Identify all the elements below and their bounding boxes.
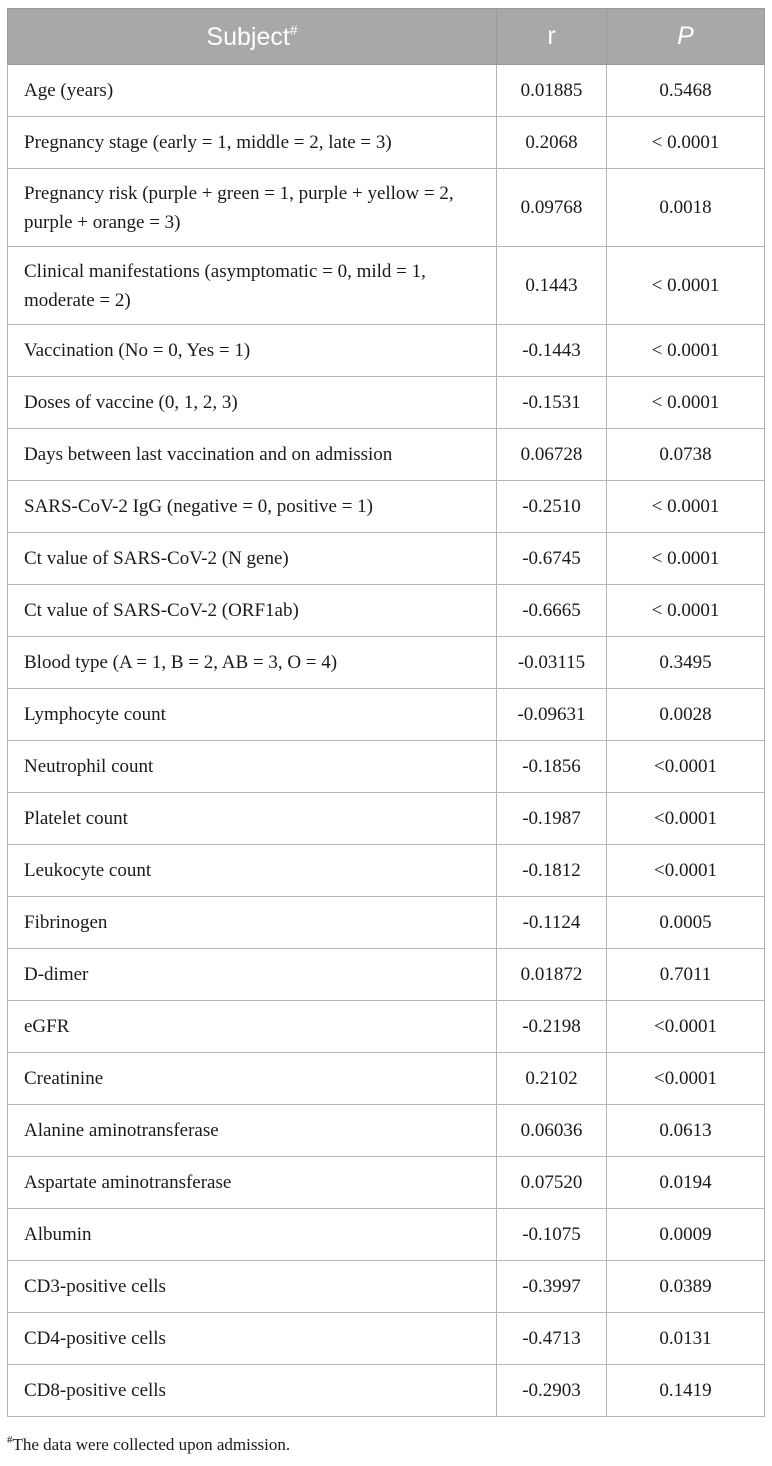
- table-row: [8, 949, 765, 1001]
- cell-p: < 0.0001: [607, 585, 765, 637]
- table-row: [8, 637, 765, 689]
- cell-subject: Pregnancy stage (early = 1, middle = 2, late = 3): [8, 117, 497, 169]
- cell-subject: eGFR: [8, 1001, 497, 1053]
- cell-r: 0.06728: [497, 429, 607, 481]
- cell-r: 0.09768: [497, 169, 607, 247]
- cell-r: 0.07520: [497, 1157, 607, 1209]
- header-p-label: P: [677, 22, 694, 50]
- cell-r: -0.2510: [497, 481, 607, 533]
- cell-p: < 0.0001: [607, 117, 765, 169]
- cell-r: 0.2102: [497, 1053, 607, 1105]
- table-row: [8, 247, 765, 325]
- cell-p: <0.0001: [607, 1001, 765, 1053]
- cell-r: -0.2903: [497, 1365, 607, 1417]
- table-row: [8, 1105, 765, 1157]
- cell-subject: Fibrinogen: [8, 897, 497, 949]
- cell-p: <0.0001: [607, 793, 765, 845]
- cell-subject: Leukocyte count: [8, 845, 497, 897]
- table-row: [8, 845, 765, 897]
- cell-subject: Alanine aminotransferase: [8, 1105, 497, 1157]
- table-row: [8, 897, 765, 949]
- cell-subject: Albumin: [8, 1209, 497, 1261]
- cell-r: -0.1856: [497, 741, 607, 793]
- table-row: [8, 1157, 765, 1209]
- cell-p: < 0.0001: [607, 377, 765, 429]
- cell-r: 0.01872: [497, 949, 607, 1001]
- cell-p: 0.0738: [607, 429, 765, 481]
- cell-subject: Age (years): [8, 65, 497, 117]
- cell-p: <0.0001: [607, 741, 765, 793]
- cell-r: -0.4713: [497, 1313, 607, 1365]
- table-row: [8, 429, 765, 481]
- cell-r: 0.1443: [497, 247, 607, 325]
- cell-subject: Neutrophil count: [8, 741, 497, 793]
- cell-p: 0.7011: [607, 949, 765, 1001]
- cell-r: 0.06036: [497, 1105, 607, 1157]
- cell-subject: Pregnancy risk (purple + green = 1, purple + yellow = 2, purple + orange = 3): [8, 169, 497, 247]
- cell-p: 0.0018: [607, 169, 765, 247]
- table-row: [8, 377, 765, 429]
- cell-r: 0.01885: [497, 65, 607, 117]
- cell-p: 0.0131: [607, 1313, 765, 1365]
- cell-p: < 0.0001: [607, 247, 765, 325]
- cell-p: 0.0194: [607, 1157, 765, 1209]
- table-row: [8, 1261, 765, 1313]
- cell-p: 0.3495: [607, 637, 765, 689]
- header-subject-marker: #: [289, 21, 298, 38]
- table-row: [8, 65, 765, 117]
- cell-subject: Aspartate aminotransferase: [8, 1157, 497, 1209]
- cell-p: < 0.0001: [607, 481, 765, 533]
- table-row: [8, 533, 765, 585]
- cell-r: -0.6745: [497, 533, 607, 585]
- cell-p: < 0.0001: [607, 325, 765, 377]
- cell-subject: Days between last vaccination and on admission: [8, 429, 497, 481]
- cell-subject: Vaccination (No = 0, Yes = 1): [8, 325, 497, 377]
- cell-p: < 0.0001: [607, 533, 765, 585]
- footnote-marker: #: [7, 1434, 13, 1446]
- table-row: [8, 325, 765, 377]
- cell-p: 0.0009: [607, 1209, 765, 1261]
- cell-subject: CD3-positive cells: [8, 1261, 497, 1313]
- cell-subject: Platelet count: [8, 793, 497, 845]
- footnote-text: The data were collected upon admission.: [12, 1435, 291, 1454]
- cell-subject: Ct value of SARS-CoV-2 (N gene): [8, 533, 497, 585]
- cell-r: -0.1075: [497, 1209, 607, 1261]
- cell-r: -0.2198: [497, 1001, 607, 1053]
- cell-r: -0.3997: [497, 1261, 607, 1313]
- correlation-table-container: [7, 8, 764, 1417]
- table-row: [8, 793, 765, 845]
- table-row: [8, 585, 765, 637]
- cell-subject: CD8-positive cells: [8, 1365, 497, 1417]
- cell-subject: Lymphocyte count: [8, 689, 497, 741]
- cell-subject: Creatinine: [8, 1053, 497, 1105]
- table-row: [8, 169, 765, 247]
- table-header-row: [8, 9, 765, 65]
- cell-p: 0.0613: [607, 1105, 765, 1157]
- cell-r: -0.03115: [497, 637, 607, 689]
- cell-subject: CD4-positive cells: [8, 1313, 497, 1365]
- cell-p: 0.0028: [607, 689, 765, 741]
- header-p: [607, 9, 765, 65]
- cell-p: <0.0001: [607, 845, 765, 897]
- cell-subject: Ct value of SARS-CoV-2 (ORF1ab): [8, 585, 497, 637]
- cell-r: 0.2068: [497, 117, 607, 169]
- header-r: r: [497, 9, 607, 65]
- table-row: [8, 1313, 765, 1365]
- table-footnote: [7, 1434, 290, 1455]
- table-row: [8, 1001, 765, 1053]
- cell-r: -0.09631: [497, 689, 607, 741]
- table-row: [8, 1053, 765, 1105]
- cell-r: -0.1987: [497, 793, 607, 845]
- cell-r: -0.1812: [497, 845, 607, 897]
- cell-subject: Blood type (A = 1, B = 2, AB = 3, O = 4): [8, 637, 497, 689]
- cell-subject: SARS-CoV-2 IgG (negative = 0, positive = 1): [8, 481, 497, 533]
- cell-p: 0.5468: [607, 65, 765, 117]
- table-row: [8, 1365, 765, 1417]
- cell-subject: Doses of vaccine (0, 1, 2, 3): [8, 377, 497, 429]
- cell-r: -0.1124: [497, 897, 607, 949]
- cell-p: <0.0001: [607, 1053, 765, 1105]
- cell-p: 0.0389: [607, 1261, 765, 1313]
- table-row: [8, 741, 765, 793]
- cell-subject: Clinical manifestations (asymptomatic = 0, mild = 1, moderate = 2): [8, 247, 497, 325]
- cell-r: -0.6665: [497, 585, 607, 637]
- table-row: [8, 117, 765, 169]
- correlation-table: [7, 8, 765, 1417]
- table-row: [8, 689, 765, 741]
- cell-r: -0.1531: [497, 377, 607, 429]
- cell-p: 0.1419: [607, 1365, 765, 1417]
- cell-p: 0.0005: [607, 897, 765, 949]
- header-subject: [8, 9, 497, 65]
- cell-r: -0.1443: [497, 325, 607, 377]
- table-row: [8, 1209, 765, 1261]
- cell-subject: D-dimer: [8, 949, 497, 1001]
- header-subject-label: Subject: [206, 22, 290, 51]
- table-row: [8, 481, 765, 533]
